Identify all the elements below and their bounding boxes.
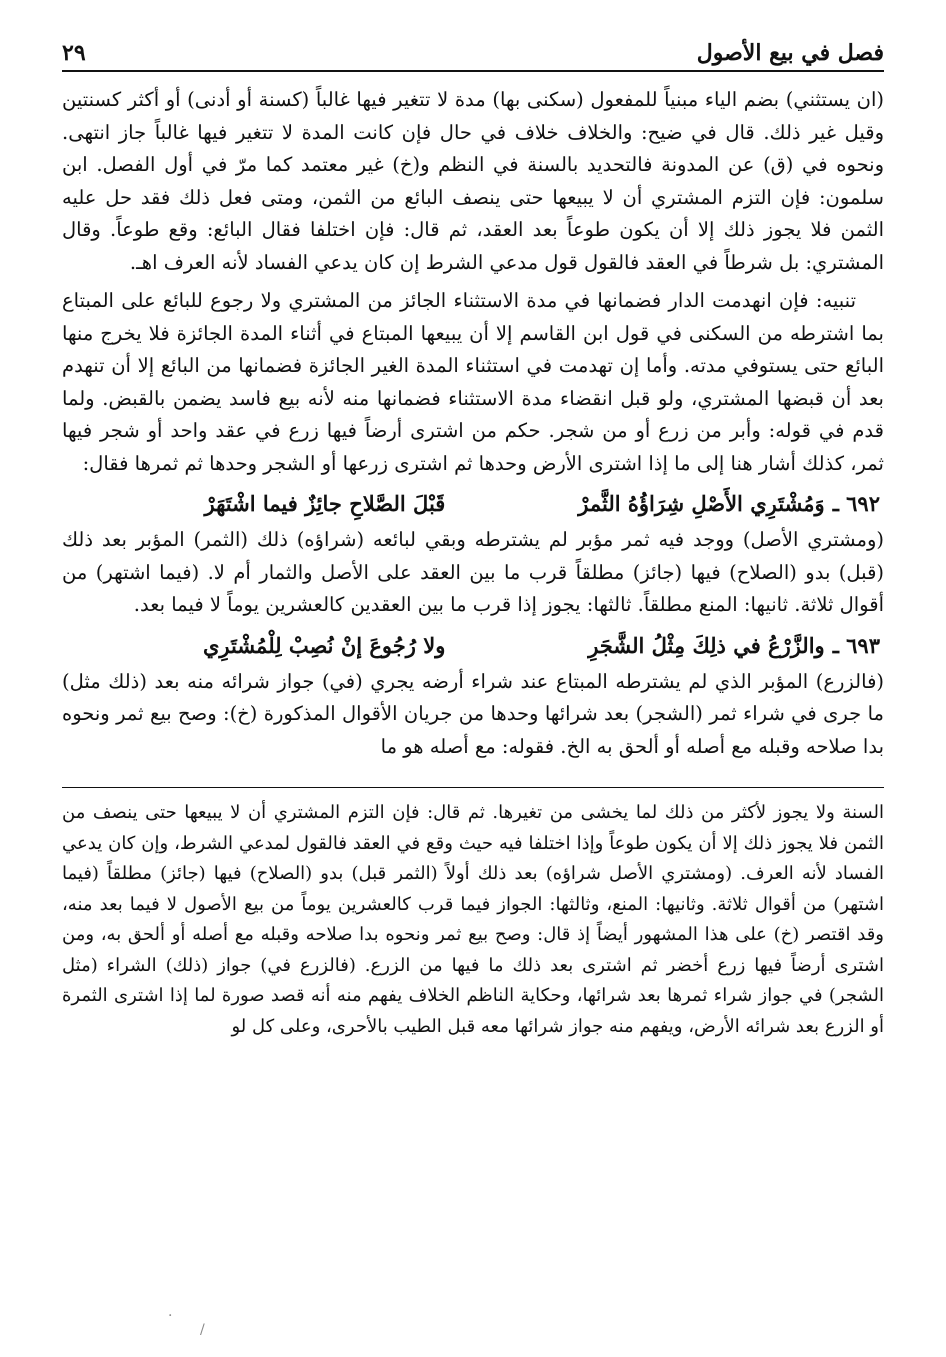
tanbih-paragraph: تنبيه: فإن انهدمت الدار فضمانها في مدة الاستثناء الجائز من المشتري ولا رجوع للبائع على المبتاع بما اشترطه من السكنى في قول ابن القاسم إلا أن يبيعها المبتاع في أثناء المدة الجائزة فلا يخرج منها البائع حتى يستوفي مدته. وأما إن تهدمت في استثناء المدة الغير الجائزة فضمانها من البائع إلا أن تنهدم بعد أن قبضها المشتري، ولو قبل انقضاء مدة الاستثناء فضمانها منه لأنه بيع فاسد يضمن بالقبض. ولما قدم في قوله: وأبر من زرع أو من شجر. حكم من اشترى أرضاً فيها زرع في عقد واحد أو شجر فيها ثمر، كذلك أشار هنا إلى ما إذا اشترى الأرض وحدها ثم اشترى زرعها أو الشجر وحدها ثم ثمرها فقال: xyxy=(62,289,884,475)
page-header xyxy=(62,28,884,72)
intro-paragraph: (ان يستثني) بضم الياء مبنياً للمفعول (سكنى بها) مدة لا تتغير فيها غالباً (كسنة أو أدنى) أو أكثر كسنتين وقيل غير ذلك. قال في ضيح: والخلاف خلاف في حال فإن كانت المدة لا تتغير فيها غالباً جاز انتهى. ونحوه في (ق) عن المدونة فالتحديد بالسنة في النظم و(خ) غير معتمد كما مرّ في أول الفصل. ابن سلمون: فإن التزم المشتري أن لا يبيعها حتى ينصف البائع من الثمن، ومتى فعل ذلك فقد حل عليه الثمن فلا يجوز ذلك إلا أن يكون طوعاً بعد العقد، ثم قال: فإن اختلفا فقال البائع: وقع طوعاً. وقال المشتري: بل شرطاً في العقد فالقول قول مدعي الشرط إن كان يدعي الفساد لأنه العرف اهـ. xyxy=(62,88,884,274)
page-number: ٢٩ xyxy=(62,40,86,66)
commentary-692: (ومشتري الأصل) ووجد فيه ثمر مؤبر لم يشترطه وبقي لبائعه (شراؤه) ذلك (الثمر) المؤبر بعد ذلك (قبل) بدو (الصلاح) فيها (جائز) مطلقاً قرب ما بين العقد على الأصل والثمار أم لا. (فيما اشتهر) من أقوال ثلاثة. ثانيها: المنع مطلقاً. ثالثها: يجوز إذا قرب ما بين العقدين كالعشرين يوماً لا فيما بعد. xyxy=(62,528,884,616)
verse-number: ٦٩٣ ـ xyxy=(832,632,880,658)
verse-693 xyxy=(62,626,884,666)
verse-second-hemistich: قَبْلَ الصَّلاحِ جائِزٌ فيما اشْتَهَرْ xyxy=(204,491,446,516)
book-page xyxy=(62,28,884,1328)
verse-first-hemistich: وَمُشْتَرِي الأَصْلِ شِرَاؤُهُ الثَّمرْ xyxy=(578,491,825,516)
verse-first-hemistich: والزَّرْعُ في ذلِكَ مِثْلُ الشَّجَرِ xyxy=(588,632,825,658)
stray-mark: / xyxy=(200,1322,205,1338)
stray-mark: · xyxy=(168,1308,173,1324)
footnote-separator xyxy=(62,787,884,788)
verse-number: ٦٩٢ ـ xyxy=(832,491,880,516)
main-text xyxy=(62,84,884,763)
running-title: فصل في بيع الأصول xyxy=(696,40,884,66)
footnote-text: السنة ولا يجوز لأكثر من ذلك لما يخشى من تغيرها. ثم قال: فإن التزم المشتري أن لا يبيعها حتى ينصف من الثمن فلا يجوز ذلك إلا أن يكون طوعاً وإذا اختلفا فيه حيث وقع في العقد فالقول لمدعي الشرط، وإن كان يدعي الفساد لأنه العرف. (ومشتري الأصل شراؤه) بعد ذلك أولاً (الثمر قبل) بدو (الصلاح) فيها (جائز) مطلقاً (فيما اشتهر) من أقوال ثلاثة. وثانيها: المنع، وثالثها: الجواز فيما قرب كالعشرين يوماً من بيع الأصول لا فيما بعد منه، وقد اقتصر (خ) على هذا المشهور أيضاً إذ قال: وصح بيع ثمر ونحوه بدا صلاحه وقبله مع أصله أو ألحق به، ومن اشترى أرضاً فيها زرع أخضر ثم اشترى بعد ذلك ما فيها من الزرع. (فالزرع في) جواز (ذلك) الشراء (مثل الشجر) في جواز شراء ثمرها بعد شرائها، وحكاية الناظم الخلاف يفهم منه أنه قصد صورة لما إذا اشترى الثمرة أو الزرع بعد شرائه الأرض، ويفهم منه جواز شرائها معه قبل الطيب بالأحرى، وعلى كل لو xyxy=(62,802,885,1037)
verse-second-hemistich: ولا رُجُوعَ إنْ نُصِبْ لِلْمُشْتَرِي xyxy=(202,632,446,658)
verse-692 xyxy=(62,484,884,524)
commentary-693: (فالزرع) المؤبر الذي لم يشترطه المبتاع عند شراء أرضه يجري (في) جواز شرائه منه بعد (ذلك مثل) ما جرى في شراء ثمر (الشجر) بعد شرائها وحدها من جريان الأقوال المذكورة (خ): وصح بيع ثمر ونحوه بدا صلاحه وقبله مع أصله أو ألحق به الخ. فقوله: مع أصله هو ما xyxy=(62,669,884,758)
